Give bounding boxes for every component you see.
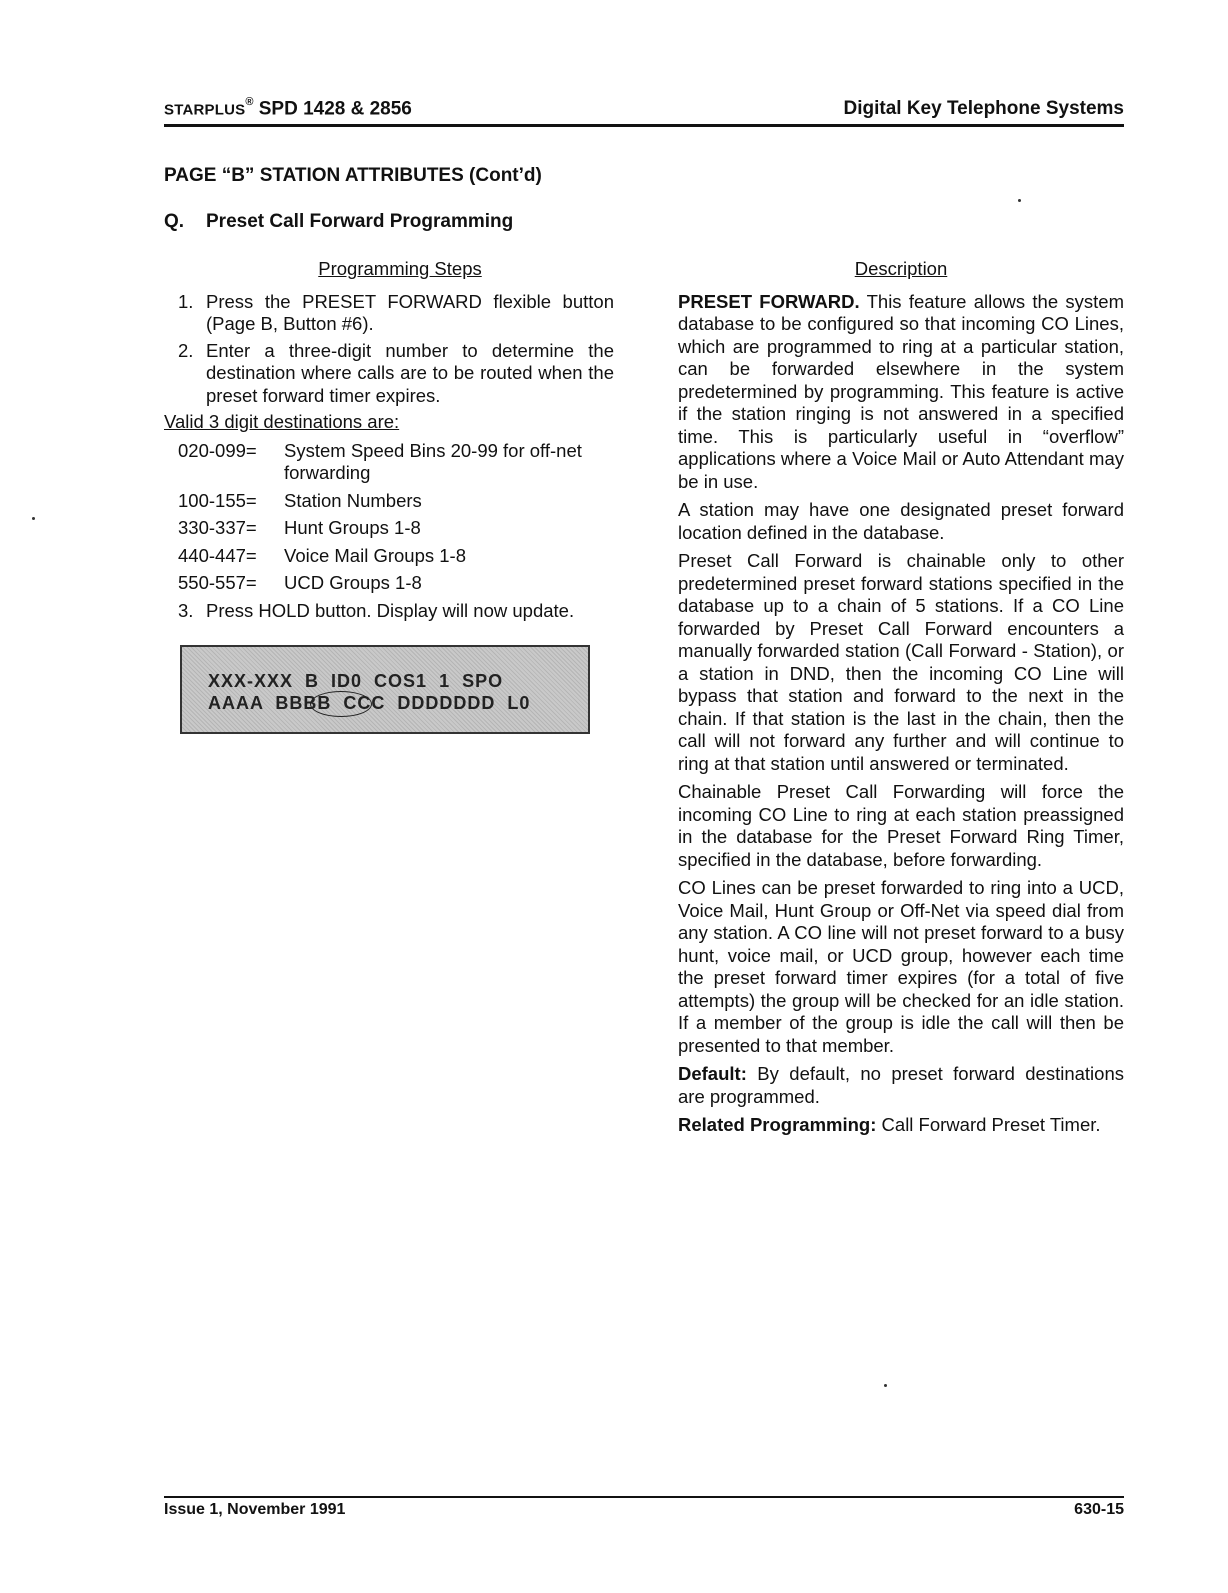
valid-destinations-label: Valid 3 digit destinations are: [164, 411, 400, 432]
destination-row [178, 572, 614, 595]
description-paragraph [678, 781, 1124, 871]
description-paragraph [678, 877, 1124, 1057]
subsection-letter: Q. [164, 211, 185, 232]
programming-steps-column [164, 258, 614, 626]
destination-row [178, 490, 614, 513]
paragraph-text: Preset Call Forward is chainable only to other predetermined preset forward stations specified in the database up to a chain of 5 stations. If a CO Line forwarded by Preset Call Forward encounters a manually forwarded station (Call Forward - Station), or a station in DND, then the incoming CO Line will bypass that station and forward to the next in the chain. If that station is the last in the chain, then the call will not forward any further and will continue to ring at that station until answered or terminated. [678, 550, 1124, 774]
step-text: Press the PRESET FORWARD flexible button (Page B, Button #6). [206, 290, 614, 334]
step-number: 2. [178, 339, 194, 361]
description-paragraph [678, 1063, 1124, 1108]
destination-code: 020-099= [178, 439, 257, 461]
section-title: PAGE “B” STATION ATTRIBUTES (Cont’d) [164, 165, 542, 186]
paragraph-text: Call Forward Preset Timer. [876, 1114, 1101, 1135]
destination-desc: UCD Groups 1-8 [284, 572, 422, 593]
lcd-display [180, 645, 590, 734]
paragraph-text: By default, no preset forward destinations are programmed. [678, 1063, 1124, 1107]
scan-speck [32, 517, 35, 520]
model-name: SPD 1428 & 2856 [258, 98, 412, 120]
brand-name: STARPLUS [164, 101, 246, 119]
paragraph-lead: PRESET FORWARD. [678, 290, 860, 312]
step-number: 1. [178, 290, 194, 312]
paragraph-text: This feature allows the system database to be configured so that incoming CO Lines, which are programmed to ring at a particular station, can be forwarded elsewhere in the system predetermined by programming. This feature is active if the station ringing is not answered in a specified time. This is particularly useful in “overflow” applications where a Voice Mail or Auto Attendant may be in use. [678, 290, 1124, 492]
header-title: Digital Key Telephone Systems [843, 98, 1124, 119]
destination-code: 330-337= [178, 517, 257, 538]
step-text: Enter a three-digit number to determine the destination where calls are to be routed when the preset forward timer expires. [206, 339, 614, 406]
subsection-name: Preset Call Forward Programming [206, 211, 514, 232]
lcd-line-2: AAAA BBBB CCC DDDDDDD L0 [208, 693, 531, 713]
footer-issue: Issue 1, November 1991 [164, 1501, 346, 1518]
ccc-highlight-circle [310, 691, 372, 717]
description-heading: Description [854, 258, 948, 279]
destination-row [178, 517, 614, 540]
destination-desc: Hunt Groups 1-8 [284, 517, 421, 538]
description-paragraph [678, 499, 1124, 544]
step-number: 3. [178, 599, 194, 621]
paragraph-text: CO Lines can be preset forwarded to ring into a UCD, Voice Mail, Hunt Group or Off-Net via speed dial from any station. A CO line will not preset forward to a busy hunt, voice mail, or UCD group, however each time the preset forward timer expires (for a total of five attempts) the group will be checked for an idle station. If a member of the group is idle the call will then be presented to that member. [678, 877, 1124, 1056]
destination-row [178, 545, 614, 568]
description-paragraph [678, 291, 1124, 494]
paragraph-text: A station may have one designated preset forward location defined in the database. [678, 499, 1124, 543]
step-2 [164, 340, 614, 408]
paragraph-lead: Default: [678, 1063, 747, 1084]
step-3 [164, 600, 614, 623]
scan-speck [884, 1384, 887, 1387]
destination-desc: Station Numbers [284, 489, 422, 511]
step-1 [164, 291, 614, 336]
destination-row [178, 440, 614, 485]
step-text: Press HOLD button. Display will now update. [206, 599, 575, 621]
page-footer [164, 1496, 1124, 1519]
destination-desc: Voice Mail Groups 1-8 [284, 544, 467, 566]
header-product [164, 98, 412, 120]
description-paragraph [678, 1114, 1124, 1137]
paragraph-text: Chainable Preset Call Forwarding will force the incoming CO Line to ring at each station preassigned in the database for the Preset Forward Ring Timer, specified in the database, before forwarding. [678, 781, 1124, 870]
scan-speck [1018, 199, 1021, 202]
lcd-line-1: XXX-XXX B ID0 COS1 1 SPO [208, 671, 504, 691]
page-header [164, 98, 1124, 127]
paragraph-lead: Related Programming: [678, 1114, 877, 1135]
subsection-title [164, 211, 513, 233]
destination-desc: System Speed Bins 20-99 for off-net forwarding [284, 439, 582, 483]
description-paragraph [678, 550, 1124, 775]
destination-code: 440-447= [178, 544, 257, 566]
footer-page-number: 630-15 [1074, 1501, 1124, 1518]
programming-steps-heading: Programming Steps [318, 258, 482, 279]
destination-code: 550-557= [178, 572, 257, 593]
registered-mark: ® [245, 96, 254, 108]
description-column [678, 258, 1124, 1143]
destination-code: 100-155= [178, 489, 257, 511]
